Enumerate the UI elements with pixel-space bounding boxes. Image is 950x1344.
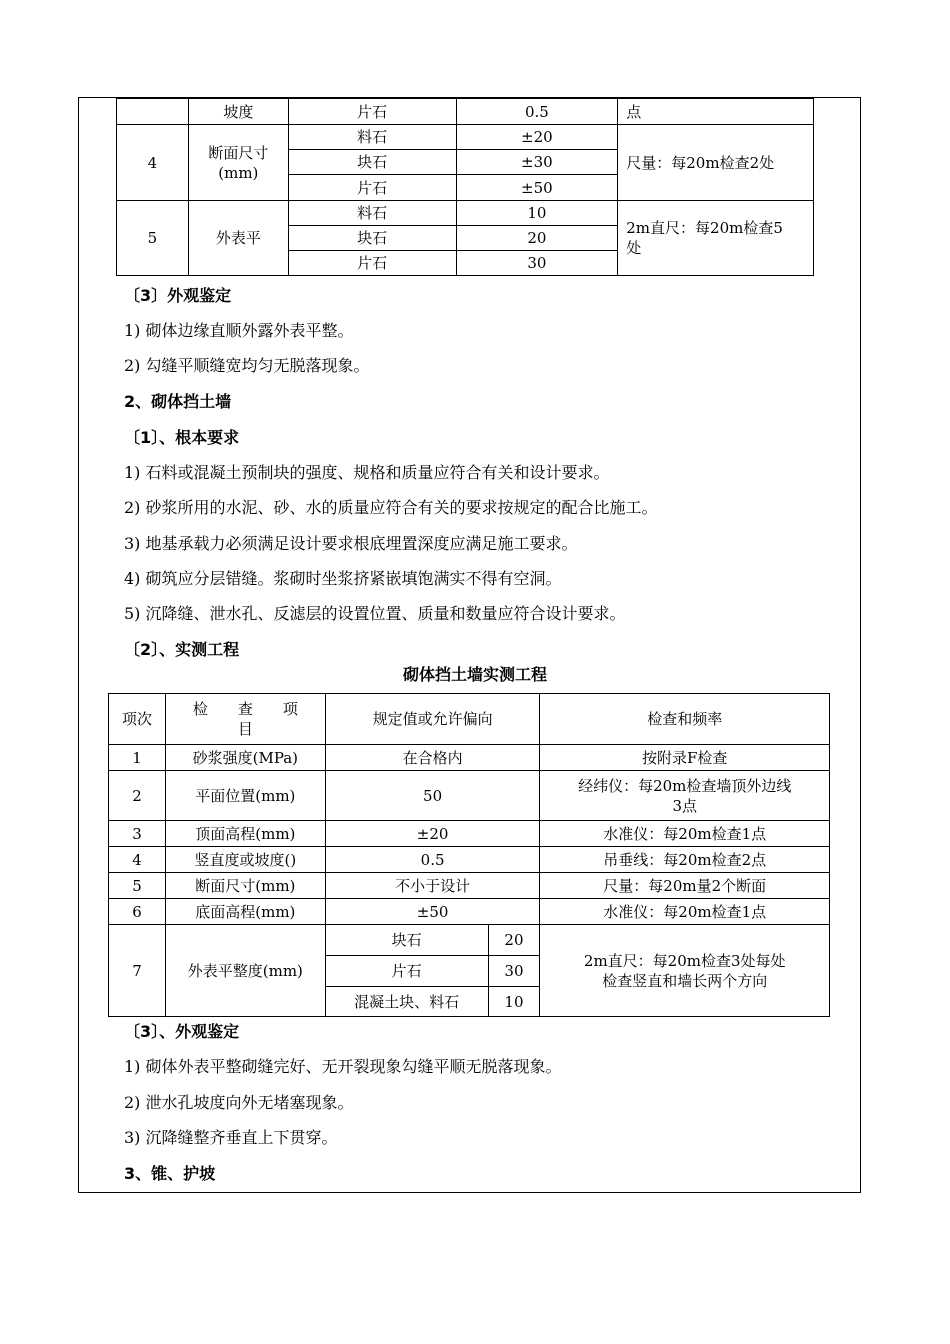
section-heading: 〔1〕、根本要求 <box>124 428 240 447</box>
paragraph: 2) 勾缝平顺缝宽均匀无脱落现象。 <box>124 356 370 375</box>
header-cell: 规定值或允许偏向 <box>325 694 540 745</box>
table-cell: 砂浆强度(MPa) <box>165 745 325 771</box>
table-cell: 外表平整度(mm) <box>165 925 325 1017</box>
table-cell: 2 <box>109 771 166 821</box>
table-cell: 7 <box>109 925 166 1017</box>
table-cell: 断面尺寸(mm) <box>165 873 325 899</box>
table-cell: 吊垂线：每20m检查2点 <box>540 847 830 873</box>
table-cell: 片石 <box>288 251 456 276</box>
table-cell: 点 <box>618 99 814 125</box>
table-cell: 6 <box>109 899 166 925</box>
cell-line: 目 <box>237 720 253 738</box>
table-cell: ±50 <box>456 175 618 201</box>
section-heading: 〔3〕、外观鉴定 <box>124 1022 240 1041</box>
table-row <box>117 99 814 125</box>
table-cell: 顶面高程(mm) <box>165 821 325 847</box>
table-cell: 坡度 <box>188 99 288 125</box>
table-cell: 料石 <box>288 125 456 150</box>
table-cell: 0.5 <box>325 847 540 873</box>
cell-line: 检 查 项 <box>192 700 298 718</box>
table-cell: 20 <box>488 925 540 956</box>
table-cell: ±20 <box>456 125 618 150</box>
paragraph: 4) 砌筑应分层错缝。浆砌时坐浆挤紧嵌填饱满实不得有空洞。 <box>124 569 562 588</box>
cell-line: 2m直尺：每20m检查5 <box>626 219 783 237</box>
section-heading: 2、砌体挡土墙 <box>124 392 232 411</box>
header-cell: 项次 <box>109 694 166 745</box>
table-cell: 混凝土块、料石 <box>325 987 488 1017</box>
table-cell: 块石 <box>288 226 456 251</box>
table-cell: 按附录F检查 <box>540 745 830 771</box>
table-cell: 片石 <box>325 956 488 987</box>
table-cell: 4 <box>109 847 166 873</box>
paragraph: 1) 砌体边缘直顺外露外表平整。 <box>124 321 354 340</box>
section-heading: 3、锥、护坡 <box>124 1164 216 1183</box>
table-cell: 片石 <box>288 99 456 125</box>
table-cell: 尺量：每20m检查2处 <box>618 125 814 201</box>
table-cell: 50 <box>325 771 540 821</box>
table-cell: 尺量：每20m量2个断面 <box>540 873 830 899</box>
table-header-row <box>109 694 830 745</box>
cell-line: 检查竖直和墙长两个方向 <box>602 971 768 990</box>
table-row <box>109 821 830 847</box>
paragraph: 3) 沉降缝整齐垂直上下贯穿。 <box>124 1128 338 1147</box>
table-cell: 3 <box>109 821 166 847</box>
table-cell: ±50 <box>325 899 540 925</box>
table-row <box>109 745 830 771</box>
paragraph: 3) 地基承载力必须满足设计要求根底埋置深度应满足施工要求。 <box>124 534 578 553</box>
table-cell <box>188 125 288 201</box>
section-heading: 〔3〕外观鉴定 <box>124 286 232 305</box>
table-retaining-wall <box>108 693 830 1017</box>
table-cell: 块石 <box>288 150 456 175</box>
cell-line: (mm) <box>218 163 259 182</box>
table-cell: 30 <box>488 956 540 987</box>
table-cell: 10 <box>488 987 540 1017</box>
table-row <box>109 873 830 899</box>
table-cell: 10 <box>456 201 618 226</box>
table-row <box>109 771 830 821</box>
table-cell: 30 <box>456 251 618 276</box>
cell-line: 处 <box>626 239 642 257</box>
header-cell: 检查和频率 <box>540 694 830 745</box>
table-cell: 5 <box>117 201 189 276</box>
table-row <box>109 899 830 925</box>
table-cell: 5 <box>109 873 166 899</box>
table-cell: 块石 <box>325 925 488 956</box>
header-cell <box>165 694 325 745</box>
table-cell: 4 <box>117 125 189 201</box>
table-cell: 1 <box>109 745 166 771</box>
table-cell: 底面高程(mm) <box>165 899 325 925</box>
table-row <box>109 925 830 956</box>
table-cell: 在合格内 <box>325 745 540 771</box>
table-cell: 不小于设计 <box>325 873 540 899</box>
paragraph: 5) 沉降缝、泄水孔、反滤层的设置位置、质量和数量应符合设计要求。 <box>124 604 626 623</box>
table-cell: 水准仪：每20m检查1点 <box>540 899 830 925</box>
table-cell: 料石 <box>288 201 456 226</box>
table-cell: 20 <box>456 226 618 251</box>
table-cell: 外表平 <box>188 201 288 276</box>
table-row <box>109 847 830 873</box>
table-cell: 平面位置(mm) <box>165 771 325 821</box>
table-cell: 0.5 <box>456 99 618 125</box>
table-row <box>117 125 814 150</box>
section-heading: 〔2〕、实测工程 <box>124 640 240 659</box>
table-cell: 水准仪：每20m检查1点 <box>540 821 830 847</box>
paragraph: 2) 砂浆所用的水泥、砂、水的质量应符合有关的要求按规定的配合比施工。 <box>124 498 658 517</box>
table-cell <box>540 925 830 1017</box>
cell-line: 断面尺寸 <box>208 143 269 162</box>
paragraph: 2) 泄水孔坡度向外无堵塞现象。 <box>124 1093 354 1112</box>
cell-line: 经纬仪：每20m检查墙顶外边线 <box>578 776 792 795</box>
table-cell <box>540 771 830 821</box>
table-row <box>117 201 814 226</box>
table-cell <box>618 201 814 276</box>
table-cell: 片石 <box>288 175 456 201</box>
table-caption: 砌体挡土墙实测工程 <box>402 665 547 684</box>
table-masonry-continued <box>116 98 814 276</box>
paragraph: 1) 砌体外表平整砌缝完好、无开裂现象勾缝平顺无脱落现象。 <box>124 1057 562 1076</box>
cell-line: 3点 <box>672 796 697 815</box>
table-cell: 竖直度或坡度() <box>165 847 325 873</box>
table-cell: ±30 <box>456 150 618 175</box>
table-cell <box>117 99 189 125</box>
paragraph: 1) 石料或混凝土预制块的强度、规格和质量应符合有关和设计要求。 <box>124 463 610 482</box>
table-cell: ±20 <box>325 821 540 847</box>
cell-line: 2m直尺：每20m检查3处每处 <box>583 951 786 970</box>
